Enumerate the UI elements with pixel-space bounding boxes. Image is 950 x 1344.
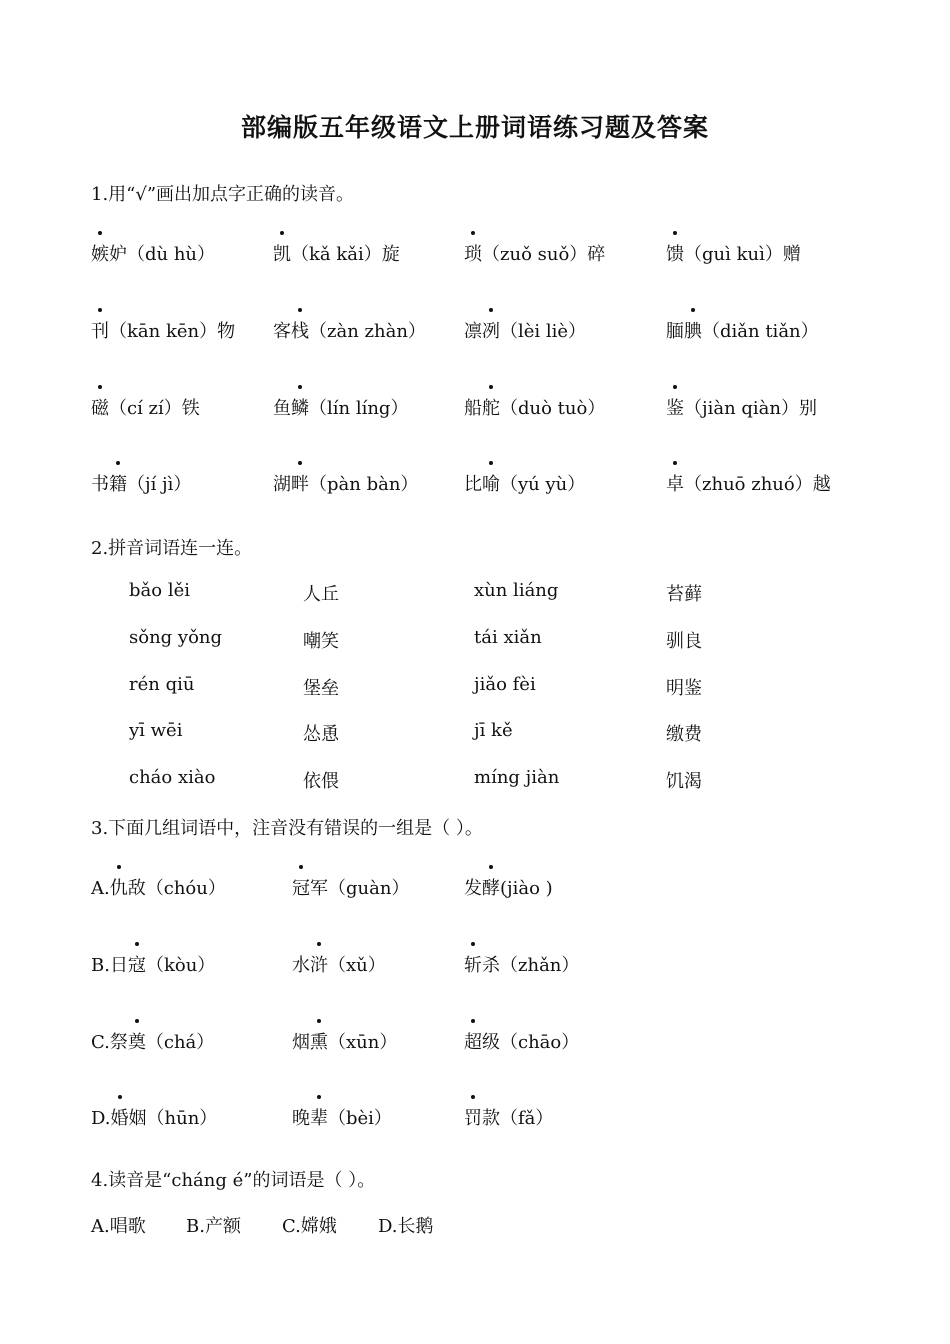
pinyin-right: xùn liáng: [474, 580, 559, 601]
dotted-character: 腆: [684, 317, 702, 343]
dotted-character: 琐: [464, 240, 482, 266]
word-item: [91, 1104, 217, 1130]
word-prefix: B.日: [91, 955, 128, 976]
question-4-options: [0, 1212, 950, 1242]
word-item: [273, 240, 400, 266]
word-prefix: 船: [464, 398, 482, 419]
pinyin-choices: 杀（zhǎn）: [482, 955, 580, 976]
pinyin-right: tái xiǎn: [474, 627, 542, 648]
word-item: [273, 394, 408, 420]
dotted-character: 凯: [273, 240, 291, 266]
answer-option: A.唱歌: [91, 1216, 146, 1237]
word-item: [91, 1028, 214, 1054]
dotted-character: 畔: [291, 470, 309, 496]
pinyin-choices: （kòu）: [145, 955, 216, 976]
question-2-row: [0, 767, 950, 797]
dotted-character: 超: [464, 1028, 482, 1054]
word-item: [666, 240, 801, 266]
dotted-character: 籍: [109, 470, 127, 496]
word-left: 堡垒: [303, 678, 339, 699]
pinyin-choices: （jí jì）: [127, 474, 192, 495]
question-2-row: [0, 580, 950, 610]
pinyin-choices: （zuǒ suǒ）碎: [482, 244, 606, 265]
page-title: 部编版五年级语文上册词语练习题及答案: [240, 113, 709, 142]
word-item: [464, 1028, 579, 1054]
pinyin-choices: （xūn）: [328, 1032, 398, 1053]
word-item: [464, 394, 605, 420]
dotted-character: 刊: [91, 317, 109, 343]
word-prefix: C.祭: [91, 1032, 128, 1053]
pinyin-choices: 款（fǎ）: [482, 1108, 554, 1129]
pinyin-choices: （chá）: [145, 1032, 215, 1053]
pinyin-left: rén qiū: [129, 674, 195, 695]
pinyin-choices: 军（guàn）: [310, 878, 410, 899]
answer-option: C.嫦娥: [282, 1216, 337, 1237]
pinyin-choices: （zàn zhàn）: [309, 321, 426, 342]
question-4-prompt: 4.读音是“cháng é”的词语是（ ）。: [91, 1170, 376, 1191]
dotted-character: 馈: [666, 240, 684, 266]
dotted-character: 奠: [128, 1028, 146, 1054]
pinyin-choices: （pàn bàn）: [309, 474, 419, 495]
dotted-character: 喻: [482, 470, 500, 496]
pinyin-choices: (jiào ): [500, 878, 553, 899]
word-item: [292, 951, 386, 977]
dotted-character: 寇: [128, 951, 146, 977]
word-item: [666, 317, 819, 343]
question-3-option-row: [0, 951, 950, 981]
word-prefix: 鱼: [273, 398, 291, 419]
word-item: [464, 317, 586, 343]
word-item: [91, 874, 226, 900]
pinyin-choices: 妒（dù hù）: [109, 244, 216, 265]
word-item: [464, 874, 553, 900]
question-1-row: [0, 470, 950, 500]
pinyin-choices: （jiàn qiàn）别: [684, 398, 817, 419]
dotted-character: 鉴: [666, 394, 684, 420]
word-item: [464, 951, 579, 977]
word-prefix: A.: [91, 878, 110, 899]
pinyin-choices: （duò tuò）: [500, 398, 606, 419]
word-prefix: 水: [292, 955, 310, 976]
question-3-option-row: [0, 874, 950, 904]
word-prefix: 客: [273, 321, 291, 342]
question-3-option-row: [0, 1028, 950, 1058]
word-item: [666, 470, 831, 496]
pinyin-choices: （guì kuì）赠: [684, 244, 801, 265]
word-prefix: 书: [91, 474, 109, 495]
pinyin-choices: （kān kēn）物: [109, 321, 236, 342]
pinyin-right: míng jiàn: [474, 767, 560, 788]
word-item: [273, 470, 418, 496]
dotted-character: 仇: [110, 874, 128, 900]
pinyin-choices: （lín líng）: [309, 398, 409, 419]
word-item: [292, 874, 409, 900]
pinyin-choices: （zhuō zhuó）越: [684, 474, 831, 495]
word-right: 明鉴: [666, 678, 702, 699]
question-1-prompt: 1.用“√”画出加点字正确的读音。: [91, 184, 355, 205]
pinyin-choices: （xǔ）: [328, 955, 386, 976]
word-left: 人丘: [303, 584, 339, 605]
word-item: [273, 317, 426, 343]
dotted-character: 栈: [291, 317, 309, 343]
question-3-prompt: 3.下面几组词语中，注音没有错误的一组是（ ）。: [91, 818, 483, 839]
answer-option: D.长鹅: [378, 1216, 434, 1237]
dotted-character: 嫉: [91, 240, 109, 266]
pinyin-choices: 姻（hūn）: [128, 1108, 218, 1129]
dotted-character: 磁: [91, 394, 109, 420]
word-item: [292, 1104, 392, 1130]
dotted-character: 婚: [111, 1104, 129, 1130]
dotted-character: 舵: [482, 394, 500, 420]
dotted-character: 冽: [482, 317, 500, 343]
word-item: [292, 1028, 397, 1054]
pinyin-left: yī wēi: [129, 720, 183, 741]
word-right: 驯良: [666, 631, 702, 652]
word-item: [91, 240, 215, 266]
question-3-option-row: [0, 1104, 950, 1134]
word-prefix: 腼: [666, 321, 684, 342]
dotted-character: 冠: [292, 874, 310, 900]
answer-option: B.产额: [186, 1216, 241, 1237]
word-item: [464, 470, 585, 496]
word-right: 苔藓: [666, 584, 702, 605]
pinyin-choices: （yú yù）: [500, 474, 586, 495]
word-prefix: D.: [91, 1108, 111, 1129]
dotted-character: 斩: [464, 951, 482, 977]
pinyin-right: jiǎo fèi: [474, 674, 536, 695]
pinyin-choices: （lèi liè）: [500, 321, 587, 342]
word-right: 饥渴: [666, 771, 702, 792]
dotted-character: 罚: [464, 1104, 482, 1130]
dotted-character: 浒: [310, 951, 328, 977]
word-item: [666, 394, 817, 420]
word-prefix: 发: [464, 878, 482, 899]
question-2-row: [0, 720, 950, 750]
word-prefix: 晚: [292, 1108, 310, 1129]
pinyin-choices: 级（chāo）: [482, 1032, 580, 1053]
question-2-row: [0, 674, 950, 704]
dotted-character: 辈: [310, 1104, 328, 1130]
word-item: [464, 1104, 553, 1130]
word-item: [91, 951, 215, 977]
word-left: 怂恿: [303, 724, 339, 745]
dotted-character: 酵: [482, 874, 500, 900]
pinyin-choices: （cí zí）铁: [109, 398, 200, 419]
question-1-row: [0, 394, 950, 424]
word-item: [91, 394, 200, 420]
word-prefix: 湖: [273, 474, 291, 495]
dotted-character: 鳞: [291, 394, 309, 420]
pinyin-choices: （bèi）: [328, 1108, 392, 1129]
dotted-character: 熏: [310, 1028, 328, 1054]
pinyin-left: sǒng yǒng: [129, 627, 223, 648]
question-1-row: [0, 240, 950, 270]
word-prefix: 凛: [464, 321, 482, 342]
word-item: [91, 317, 235, 343]
word-prefix: 烟: [292, 1032, 310, 1053]
word-item: [464, 240, 605, 266]
word-left: 嘲笑: [303, 631, 339, 652]
pinyin-choices: （diǎn tiǎn）: [702, 321, 819, 342]
word-prefix: 比: [464, 474, 482, 495]
word-left: 依偎: [303, 771, 339, 792]
pinyin-left: cháo xiào: [129, 767, 216, 788]
question-1-row: [0, 317, 950, 347]
pinyin-left: bǎo lěi: [129, 580, 190, 601]
pinyin-choices: 敌（chóu）: [127, 878, 226, 899]
question-2-prompt: 2.拼音词语连一连。: [91, 538, 253, 559]
word-right: 缴费: [666, 724, 702, 745]
pinyin-right: jī kě: [474, 720, 513, 741]
question-2-row: [0, 627, 950, 657]
pinyin-choices: （kǎ kǎi）旋: [291, 244, 400, 265]
dotted-character: 卓: [666, 470, 684, 496]
word-item: [91, 470, 191, 496]
